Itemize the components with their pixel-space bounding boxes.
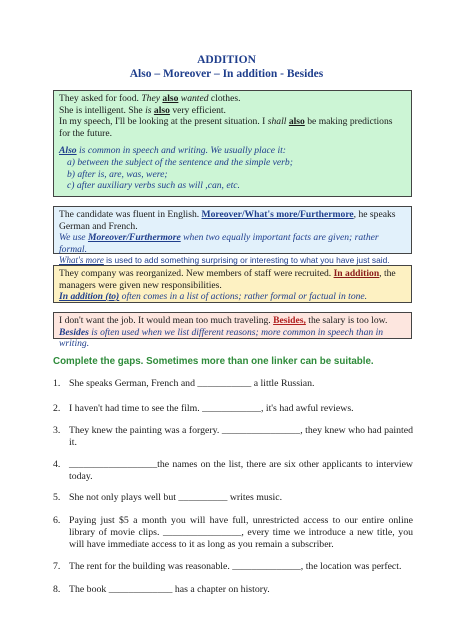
also-usage-note: Also is common in speech and writing. We usually place it: (59, 145, 286, 157)
exercise-item-2: 2. I haven't had time to see the film. ____________, it's had awful reviews. (53, 403, 354, 414)
page-title: ADDITION (197, 54, 256, 66)
besides-example: I don't want the job. It would mean too much traveling. Besides, the salary is too low. (59, 315, 388, 326)
list-item: b) after is, are, was, were; (67, 168, 168, 180)
in-addition-box (53, 265, 412, 303)
also-box (53, 90, 412, 197)
exercise-item-4: 4. __________________the names on the list, there are six other applicants to interview today. (53, 459, 413, 483)
exercise-instruction: Complete the gaps. Sometimes more than one linker can be suitable. (53, 356, 374, 367)
in-addition-usage-note: In addition (to) often comes in a list of actions; rather formal or factual in tone. (59, 291, 368, 303)
exercise-item-3: 3. They knew the painting was a forgery. ________________, they knew who had painted it. (53, 425, 413, 449)
whats-more-usage-note: What's more is used to add something surprising or interesting to what you have just said. (59, 255, 390, 266)
exercise-item-6: 6. Paying just $5 a month you will have full, unrestricted access to our entire online library of movie clips. ________________, every time we introduce a new title, you will have immediate access to it as long as you remain a subscriber. (53, 515, 413, 551)
also-placement-list (59, 157, 406, 192)
list-item: a) between the subject of the sentence and the simple verb; (67, 156, 293, 168)
also-example-3: In my speech, I'll be looking at the present situation. I shall also be making predictions for the future. (59, 116, 393, 139)
moreover-box (53, 206, 412, 266)
page-subtitle: Also – Moreover – In addition - Besides (129, 68, 324, 80)
list-item: c) after auxiliary verbs such as will ,can, etc. (67, 180, 240, 192)
exercise-item-8: 8. The book _____________ has a chapter on history. (53, 584, 270, 595)
also-example-1: They asked for food. They also wanted clothes. (59, 93, 241, 104)
besides-box (53, 312, 412, 350)
moreover-usage-note: We use Moreover/Furthermore when two equally important facts are given; rather formal. (59, 232, 379, 255)
exercise-item-1: 1. She speaks German, French and ___________ a little Russian. (53, 378, 315, 389)
moreover-example: The candidate was fluent in English. Moreover/What's more/Furthermore, he speaks German and French. (59, 209, 396, 232)
in-addition-example: They company was reorganized. New members of staff were recruited. In addition, the managers were given new responsibilities. (59, 268, 396, 291)
besides-usage-note: Besides is often used when we list different reasons; more common in speech than in writing. (59, 326, 384, 350)
exercise-item-7: 7. The rent for the building was reasonable. ______________, the location was perfect. (53, 561, 402, 572)
also-example-2: She is intelligent. She is also very efficient. (59, 104, 226, 116)
exercise-item-5: 5. She not only plays well but __________ writes music. (53, 492, 283, 503)
